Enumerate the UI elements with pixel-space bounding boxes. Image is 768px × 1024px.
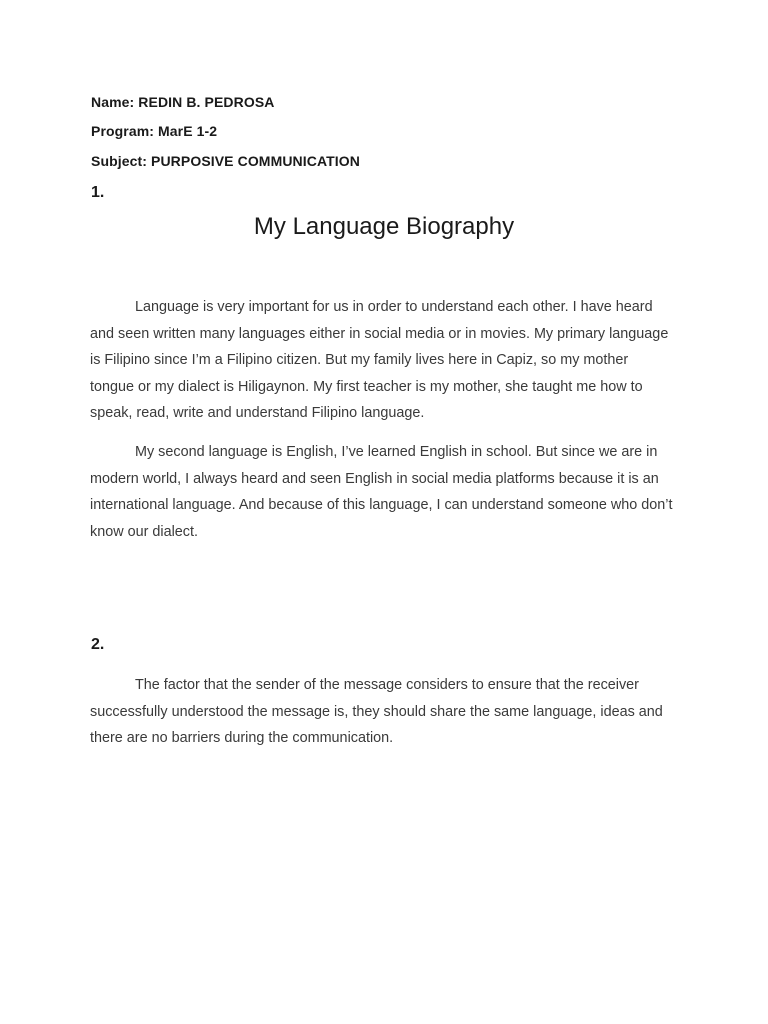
program-line [91, 123, 217, 139]
section-1-paragraph-2: My second language is English, I’ve learned English in school. But since we are in modern world, I always heard and seen English in social media platforms because it is an international language. And because of this language, I can understand someone who don’t know our dialect. [90, 444, 673, 540]
name-label: Name: [91, 94, 139, 110]
section-1-paragraph-1: Language is very important for us in order to understand each other. I have heard and seen written many languages either in social media or in movies. My primary language is Filipino since I’m a Filipino citizen. But my family lives here in Capiz, so my mother tongue or my dialect is Hiligaynon. My first teacher is my mother, she taught me how to speak, read, write and understand Filipino language. [90, 299, 669, 422]
name-line [91, 94, 274, 110]
subject-line [91, 153, 360, 169]
subject-label: Subject: [91, 153, 152, 169]
subject-value: PURPOSIVE COMMUNICATION [151, 153, 360, 169]
program-label: Program: [91, 123, 159, 139]
page-title: My Language Biography [253, 213, 515, 240]
section-2-number: 2. [91, 636, 105, 653]
name-value: REDIN B. PEDROSA [138, 94, 275, 110]
section-2-paragraph-1: The factor that the sender of the message considers to ensure that the receiver successfully understood the message is, they should share the same language, ideas and there are no barriers during the communication. [90, 677, 663, 747]
program-value: MarE 1-2 [158, 123, 218, 139]
section-1-number: 1. [91, 184, 105, 201]
